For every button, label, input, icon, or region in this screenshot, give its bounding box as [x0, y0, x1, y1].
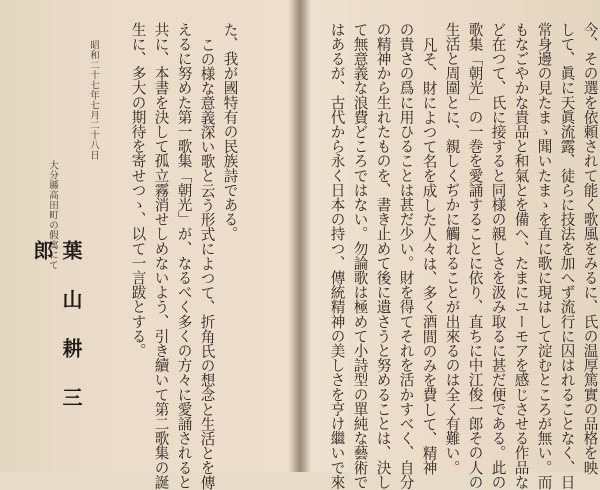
- left-page: [0, 0, 296, 490]
- text-column: 凡そ、財によつて名を成した人々は、多く酒間のみを費して、精神: [420, 37, 438, 475]
- text-column: して、眞に天眞流露、徒らに技法を加へず流行に囚はれることなく、日: [558, 22, 576, 490]
- place-line: 大分縣高田町の假寓にて: [47, 160, 58, 270]
- text-column: 生に、多大の期待を寄せつゝ、以て一言跋とする。: [129, 22, 147, 358]
- text-column: 今、その選を依頼されて能く歌風をみるに、氏の温厚篤實の品格を映: [581, 22, 599, 475]
- text-column: もなごやかな貴品と和氣とを備へ、たまにユーモアを感じさせる作品な: [512, 22, 530, 490]
- text-column: の精神から生れたものを、書き止めて後に遺さうと努めることは、決し: [374, 22, 392, 490]
- text-column: の貴さの爲に用ひることは甚だ少い。財を得てそれを活かすべく、自分: [397, 22, 415, 490]
- text-column: て無意義な浪費どころではない。勿論歌は極めて小詩型の單純な藝術で: [351, 22, 369, 490]
- text-column: 歌集「朝光」の一巻を愛誦することに依り、直ちに中江俊一郎その人の: [466, 22, 484, 490]
- text-column: はあるが、古代から永く日本の持つ、傳統精神の美しさを亨け繼いで來: [328, 22, 346, 490]
- text-column: この様な意義深い歌と云う形式によつて、折角氏の想念と生活とを傳: [198, 37, 216, 490]
- date-line: 昭和二十七年七月二十八日: [88, 40, 99, 160]
- right-page: [304, 0, 600, 490]
- text-column: 生活と周圍とに、親しくぢかに觸れることが出來るのは全く有難い。: [443, 22, 461, 475]
- text-column: ど在つて、氏に接すると同様の親しさを汲み取るに甚だ便である。此の: [489, 22, 507, 490]
- text-column: 常身邊の見たまゝ聞いたまゝを直に歌に現はして淀むところが無い。而: [535, 22, 553, 490]
- text-column: 共に、本書を決して孤立霧消せしめないよう、引き續いて第二歌集の誕: [152, 22, 170, 490]
- text-column: た、我が國特有の民族詩である。: [221, 22, 239, 241]
- author-signature: 葉山耕三郎: [30, 240, 83, 436]
- text-column: えるに努めた第一歌集「朝光」が、なるべく多くの方々に愛誦されると: [175, 22, 193, 490]
